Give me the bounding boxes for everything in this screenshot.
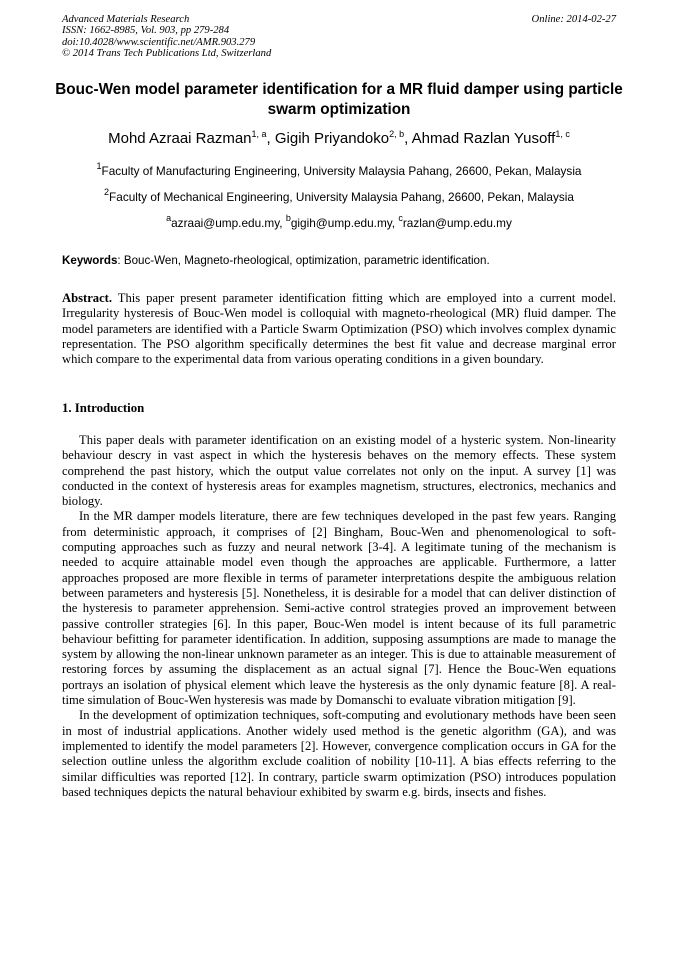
email-sup: b [285,213,291,223]
affiliation-1 [50,161,628,178]
abstract-text: This paper present parameter identification fitting which are employed into a current model. Irregularity hysteresis of Bouc-Wen model is colloquial with magneto-rheological (MR) fluid damper. The model parameters are identified with a Particle Swarm Optimization (PSO) which involves complex dynamic representation. The PSO algorithm specifically determines the best fit value and decrease marginal error which compare to the experimental data from various operating conditions in a given boundary. [62,291,616,367]
author-name: Ahmad Razlan Yusoff [411,130,556,147]
journal-header [62,14,271,59]
paragraph: This paper deals with parameter identification on an existing model of a hysteric system. Non-linearity behaviour descry in vast aspect in which the hysteresis behaves on the memory effects. These system comprehend the past history, which the output value correlates not only on the input. A survey [1] was conducted in the context of hysteresis areas for examples magnetism, structures, electronics, mechanics and biology. [62,433,616,509]
keywords-text: : Bouc-Wen, Magneto-rheological, optimization, parametric identification. [117,254,490,267]
affiliation-text: Faculty of Manufacturing Engineering, University Malaysia Pahang, 26600, Pekan, Malaysia [101,164,582,178]
email-link[interactable]: gigih@ump.edu.my [290,216,392,230]
paragraph: In the MR damper models literature, there are few techniques developed in the past few years. Ranging from deterministic approach, it comprises of [2] Bingham, Bouc-Wen and phenomenological to soft-computing approaches such as fuzzy and neural network [3-4]. A legitimate tuning of the mechanism is needed to acquire attainable model even though the approaches are applicable. Furthermore, a latter approaches proposed are more flexible in terms of parameter interpretations despite the ambiguous relation between parameters and hysteresis [5]. Nonetheless, it is desirable for a model that can deliver distinction of the hysteresis to parameter apprehension. Semi-active control strategies proved an improvement between passive controller strategies [6]. In this paper, Bouc-Wen model is intent because of its full parametric behaviour befitting for parameter identification. In addition, supposing assumptions are made to manage the system by allowing the non-linear unknown parameter as an integer. This is due to attainable measurement of restoring forces by assuming the displacement as an actual signal [7]. Hence the Bouc-Wen equations portrays an isolation of physical element which leave the hysteresis as the only dynamic feature [8]. A real-time simulation of Bouc-Wen hysteresis was made by Domanschi to evaluate vibration mitigation [9]. [62,509,616,708]
author-sup: 2, b [389,129,405,139]
abstract [62,291,616,367]
abstract-label: Abstract. [62,291,113,305]
issn-line: ISSN: 1662-8985, Vol. 903, pp 279-284 [62,25,230,37]
keywords [62,254,618,268]
email-link[interactable]: razlan@ump.edu.my [402,216,512,230]
copyright-line: © 2014 Trans Tech Publications Ltd, Switzerland [62,47,272,59]
affiliation-sup: 2 [104,187,110,197]
author-sup: 1, c [555,129,570,139]
online-date: Online: 2014-02-27 [531,14,616,25]
email-sup: c [398,213,403,223]
keywords-label: Keywords [62,254,118,267]
author-list: Mohd Azraai Razman$^{1, a}$, Gigih Priyandoko$^{2, b}$, Ahmad Razlan Yusoff$^{1, c}$ [108,129,570,147]
email-link[interactable]: azraai@ump.edu.my [171,216,280,230]
email-sup: a [166,213,172,223]
affiliation-text: Faculty of Mechanical Engineering, University Malaysia Pahang, 26600, Pekan, Malaysia [109,190,574,204]
paragraph: In the development of optimization techniques, soft-computing and evolutionary methods have been seen in most of industrial applications. Another widely used method is the genetic algorithm (GA), and was implemented to identify the model parameters [2]. However, convergence complication occurs in GA for the selection outline unless the algorithm exclude coalition of nobility [10-11]. A bias effects referring to the similar difficulties was reported [12]. In contrary, particle swarm optimization (PSO) introduces population based techniques depicts the natural behaviour exhibited by swarm e.g. birds, insects and fishes. [62,708,616,799]
paper-title: Bouc-Wen model parameter identification for a MR fluid damper using particle swarm optimization [55,81,623,118]
introduction-body [62,433,616,800]
author-sup: 1, a [251,129,267,139]
journal-name: Advanced Materials Research [62,14,190,25]
affiliation-sup: 1 [96,161,102,171]
author-name: Gigih Priyandoko [274,130,390,147]
section-heading: 1. Introduction [62,401,145,415]
email-list: $^a$azraai@ump.edu.my, $^b$gigih@ump.edu.my, $^c$razlan@ump.edu.my [166,213,512,230]
doi-line[interactable]: doi:10.4028/www.scientific.net/AMR.903.279 [62,36,256,48]
author-name: Mohd Azraai Razman [108,130,252,147]
affiliation-2 [50,187,628,204]
